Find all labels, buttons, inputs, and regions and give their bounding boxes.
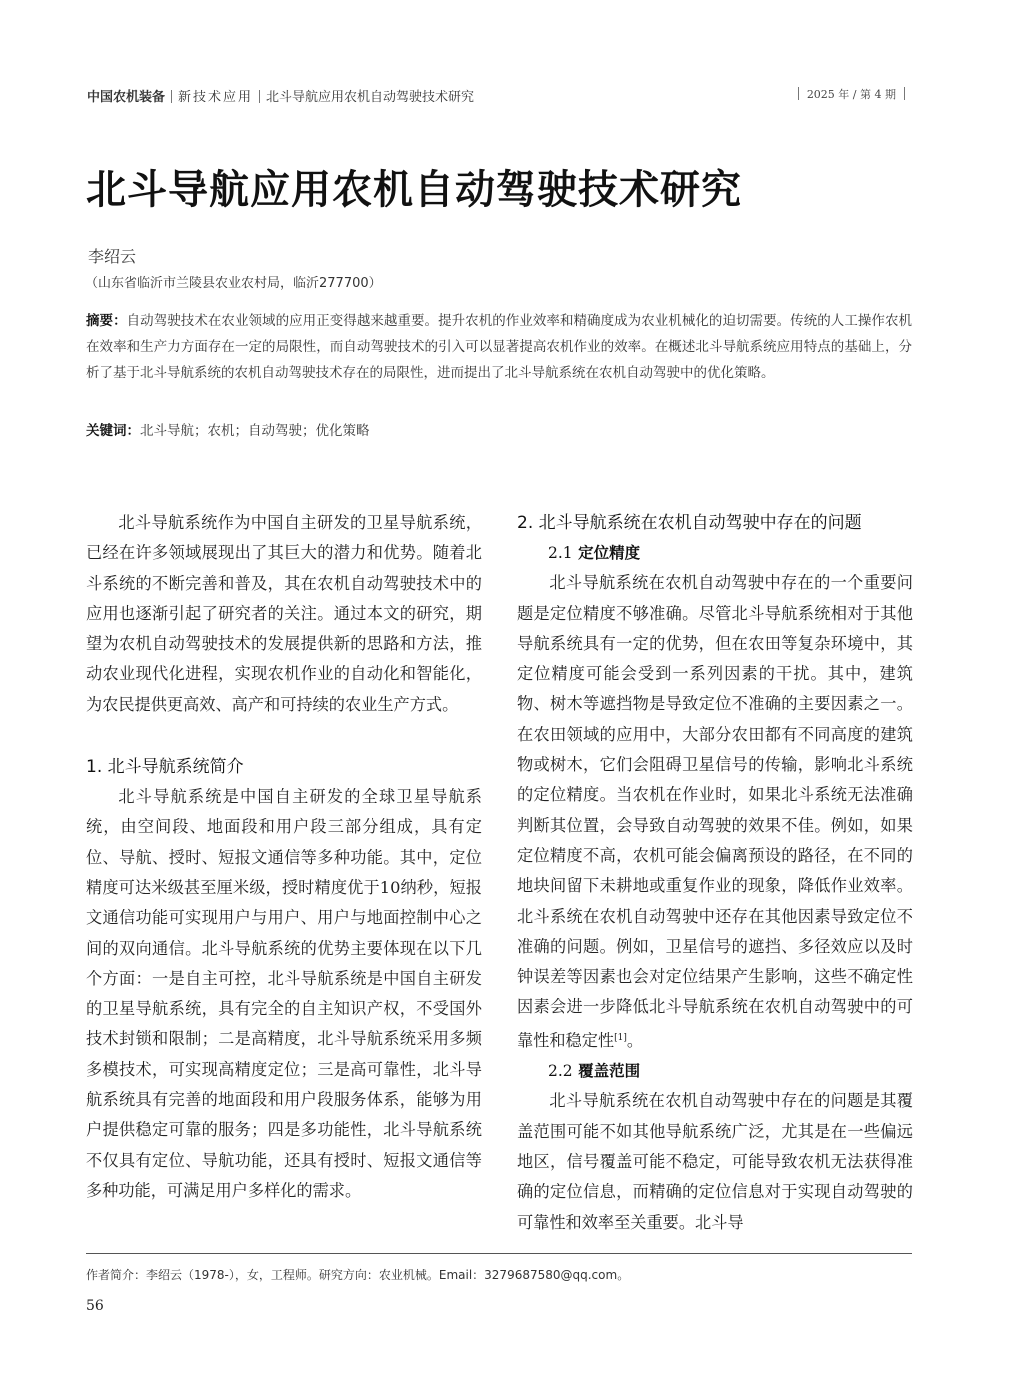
intro-paragraph: 北斗导航系统作为中国自主研发的卫星导航系统，已经在许多领域展现出了其巨大的潜力和优势。随着北斗系统的不断完善和普及，其在农机自动驾驶技术中的应用也逐渐引起了研究者的关注。通过本文的研究，期望为农机自动驾驶技术的发展提供新的思路和方法，推动农业现代化进程，实现农机作业的自动化和智能化，为农民提供更高效、高产和可持续的农业生产方式。	[86, 513, 482, 714]
citation-marker: [1]	[614, 1032, 627, 1043]
header-article-title: 北斗导航应用农机自动驾驶技术研究	[266, 90, 475, 105]
running-header	[87, 86, 913, 106]
keywords-label: 关键词：	[86, 423, 140, 439]
journal-name: 中国农机装备	[87, 90, 166, 105]
right-column	[517, 508, 913, 1238]
author-footnote: 作者简介：李绍云（1978-），女，工程师。研究方向：农业机械。Email：3279687580@qq.com。	[86, 1268, 630, 1282]
keywords-text: 北斗导航；农机；自动驾驶；优化策略	[140, 423, 370, 439]
header-divider	[904, 87, 905, 100]
header-divider	[171, 90, 172, 103]
subsection-number: 2.1	[548, 544, 573, 562]
header-divider	[798, 87, 799, 100]
subsection-2-1-paragraph	[517, 568, 913, 1056]
subsection-2-2-heading	[548, 1056, 913, 1086]
subsection-2-2-paragraph: 北斗导航系统在农机自动驾驶中存在的问题是其覆盖范围可能不如其他导航系统广泛，尤其是在一些偏远地区，信号覆盖可能不稳定，可能导致农机无法获得准确的定位信息，而精确的定位信息对于实现自动驾驶的可靠性和效率至关重要。北斗导	[517, 1091, 913, 1232]
author-name: 李绍云	[88, 247, 137, 266]
section-2-heading: 2. 北斗导航系统在农机自动驾驶中存在的问题	[517, 513, 862, 533]
author-affiliation: （山东省临沂市兰陵县农业农村局，临沂277700）	[85, 276, 382, 291]
abstract-label: 摘要：	[86, 313, 127, 329]
subsection-title: 定位精度	[578, 543, 641, 562]
issue-text: 2025 年 / 第 4 期	[806, 88, 896, 101]
paragraph-end: 。	[626, 1030, 644, 1050]
subsection-number: 2.2	[548, 1062, 573, 1081]
article-title: 北斗导航应用农机自动驾驶技术研究	[86, 166, 742, 213]
paragraph-text: 北斗导航系统在农机自动驾驶中存在的一个重要问题是定位精度不够准确。尽管北斗导航系统相对于其他导航系统具有一定的优势，但在农田等复杂环境中，其定位精度可能会受到一系列因素的干扰。其中，建筑物、树木等遮挡物是导致定位不准确的主要因素之一。在农田领域的应用中，大部分农田都有不同高度的建筑物或树木，它们会阻碍卫星信号的传输，影响北斗系统的定位精度。当农机在作业时，如果北斗系统无法准确判断其位置，会导致自动驾驶的效果不佳。例如，如果定位精度不高，农机可能会偏离预设的路径，在不同的地块间留下未耕地或重复作业的现象，降低作业效率。北斗系统在农机自动驾驶中还存在其他因素导致定位不准确的问题。例如，卫星信号的遮挡、多径效应以及时钟误差等因素也会对定位结果产生影响，这些不确定性因素会进一步降低北斗导航系统在农机自动驾驶中的可靠性和稳定性	[517, 573, 913, 1050]
keywords	[86, 418, 370, 444]
abstract-text: 自动驾驶技术在农业领域的应用正变得越来越重要。提升农机的作业效率和精确度成为农业机械化的迫切需要。传统的人工操作农机在效率和生产力方面存在一定的局限性，而自动驾驶技术的引入可以显著提高农机作业的效率。在概述北斗导航系统应用特点的基础上，分析了基于北斗导航系统的农机自动驾驶技术存在的局限性，进而提出了北斗导航系统在农机自动驾驶中的优化策略。	[86, 313, 912, 381]
subsection-title: 覆盖范围	[578, 1061, 641, 1081]
header-divider	[259, 90, 260, 103]
footnote-divider	[86, 1253, 912, 1254]
section-1-heading: 1. 北斗导航系统简介	[86, 757, 244, 778]
column-name: 新技术应用	[178, 90, 254, 105]
subsection-2-1-heading	[548, 538, 913, 568]
issue-info	[790, 86, 913, 102]
section-1-paragraph: 北斗导航系统是中国自主研发的全球卫星导航系统，由空间段、地面段和用户段三部分组成，具有定位、导航、授时、短报文通信等多种功能。其中，定位精度可达米级甚至厘米级，授时精度优于10纳秒，短报文通信功能可实现用户与用户、用户与地面控制中心之间的双向通信。北斗导航系统的优势主要体现在以下几个方面：一是自主可控，北斗导航系统是中国自主研发的卫星导航系统，具有完全的自主知识产权，不受国外技术封锁和限制；二是高精度，北斗导航系统采用多频多模技术，可实现高精度定位；三是高可靠性，北斗导航系统具有完善的地面段和用户段服务体系，能够为用户提供稳定可靠的服务；四是多功能性，北斗导航系统不仅具有定位、导航功能，还具有授时、短报文通信等多种功能，可满足用户多样化的需求。	[86, 787, 482, 1200]
section-gap	[86, 720, 482, 752]
abstract	[86, 308, 912, 386]
page-number: 56	[86, 1298, 104, 1314]
left-column	[86, 508, 482, 1206]
